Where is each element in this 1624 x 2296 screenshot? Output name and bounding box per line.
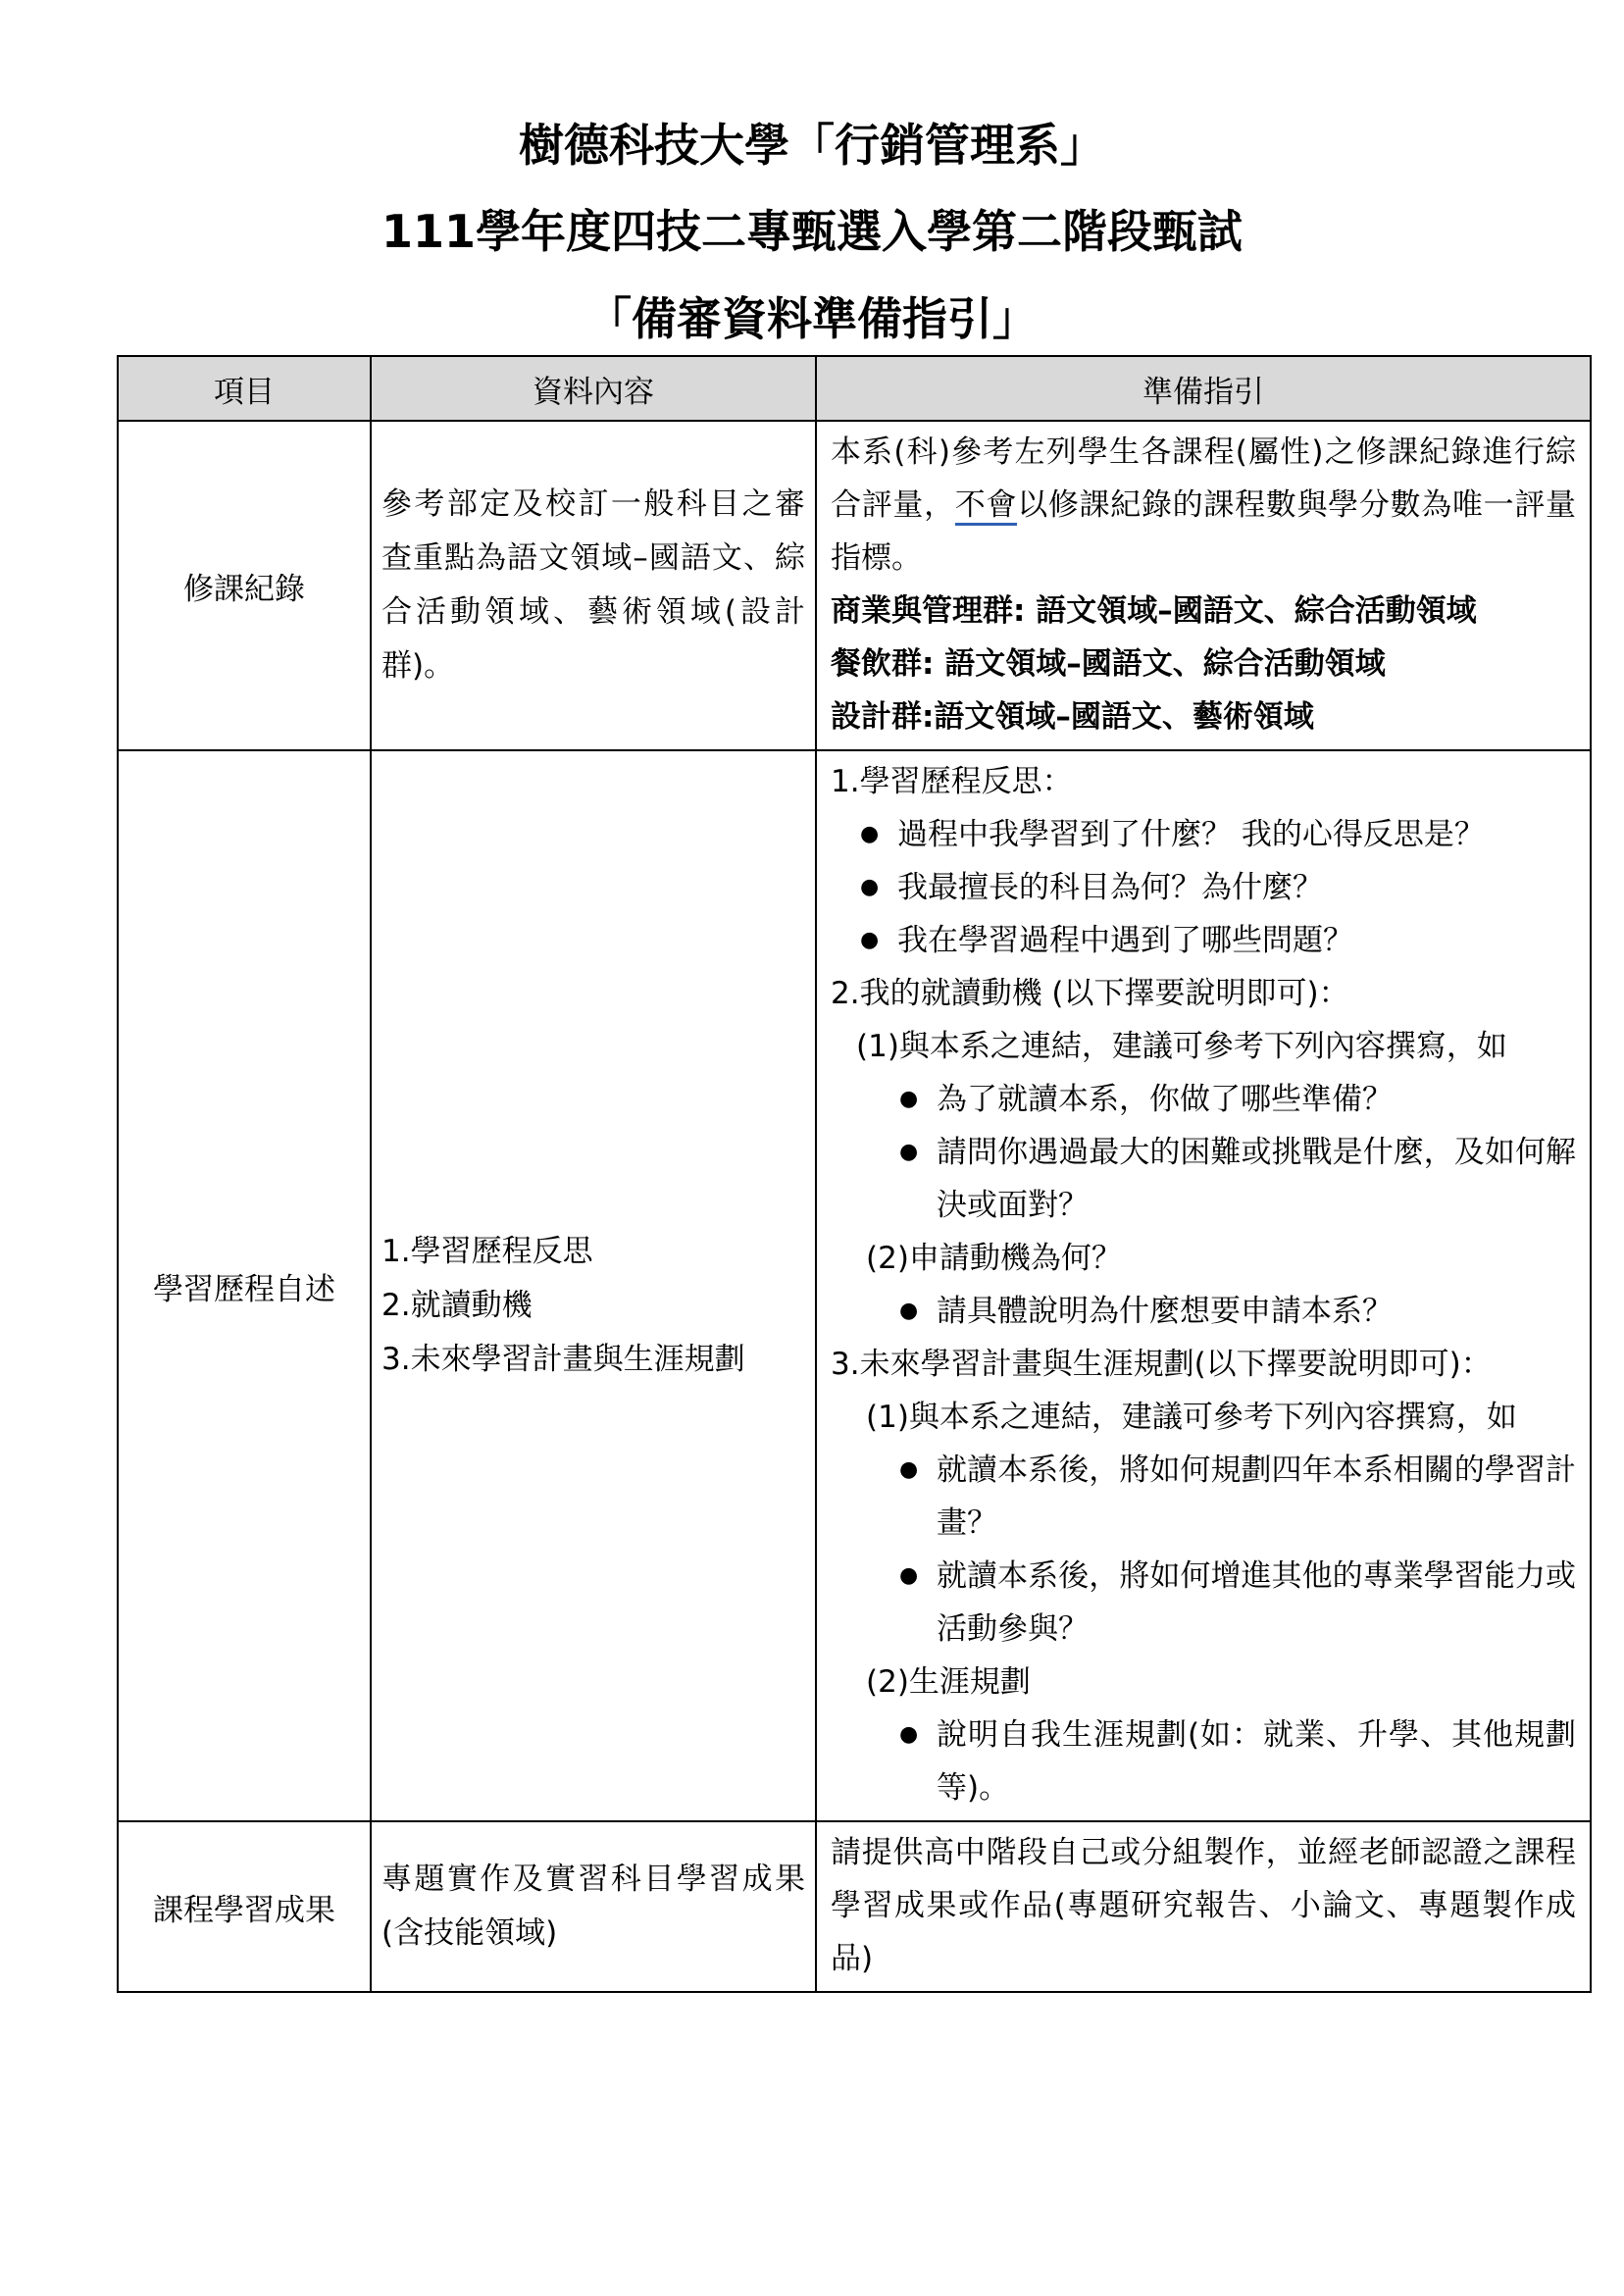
row-item: 課程學習成果	[118, 1821, 371, 1992]
guide-heading: 3.未來學習計畫與生涯規劃(以下擇要說明即可)：	[831, 1347, 1492, 1382]
header-row	[118, 356, 1591, 421]
row-content	[371, 750, 816, 1821]
guide-group-business: 商業與管理群: 語文領域–國語文、綜合活動領域	[831, 593, 1477, 629]
guide-bullet: ● 我最擅長的科目為何？為什麼？	[831, 861, 1576, 914]
guide-bullet: ● 請問你遇過最大的困難或挑戰是什麼，及如何解決或面對？	[831, 1126, 1576, 1232]
header-item: 項目	[118, 356, 371, 421]
guide-table	[117, 355, 1592, 1993]
content-item: 3.未來學習計畫與生涯規劃	[381, 1341, 745, 1377]
content-item: 1.學習歷程反思	[381, 1233, 593, 1269]
guide-subheading: (2)申請動機為何？	[866, 1241, 1122, 1276]
guide-bullet: ● 為了就讀本系，你做了哪些準備？	[831, 1073, 1576, 1126]
guide-text: 本系(科)參考左列學生各課程(屬性)之修課紀錄進行綜合評量，	[831, 434, 1576, 523]
row-content: 參考部定及校訂一般科目之審查重點為語文領域–國語文、綜合活動領域、藝術領域(設計群)。	[371, 421, 816, 750]
row-guide	[816, 421, 1591, 750]
document-title: 樹德科技大學「行銷管理系」	[519, 119, 1105, 172]
guide-bullet: ● 就讀本系後，將如何規劃四年本系相關的學習計畫？	[831, 1444, 1576, 1550]
guide-group-food: 餐飲群: 語文領域–國語文、綜合活動領域	[831, 646, 1386, 682]
document-subtitle: 111學年度四技二專甄選入學第二階段甄試	[381, 205, 1243, 258]
header-guide: 準備指引	[816, 356, 1591, 421]
content-item: 2.就讀動機	[381, 1287, 533, 1323]
document-heading: 「備審資料準備指引」	[586, 292, 1038, 345]
guide-bullet: ● 過程中我學習到了什麼？ 我的心得反思是？	[831, 808, 1576, 861]
guide-bullet: ● 我在學習過程中遇到了哪些問題？	[831, 914, 1576, 967]
guide-bullet: ● 就讀本系後，將如何增進其他的專業學習能力或活動參與？	[831, 1550, 1576, 1656]
row-item: 學習歷程自述	[118, 750, 371, 1821]
row-item: 修課紀錄	[118, 421, 371, 750]
row-guide	[816, 750, 1591, 1821]
guide-bullet: ● 請具體說明為什麼想要申請本系？	[831, 1285, 1576, 1338]
row-guide: 請提供高中階段自己或分組製作，並經老師認證之課程學習成果或作品(專題研究報告、小論文、專題製作成品)	[816, 1821, 1591, 1992]
guide-bullet: ● 說明自我生涯規劃(如：就業、升學、其他規劃等)。	[831, 1709, 1576, 1814]
guide-subheading: (1)與本系之連結，建議可參考下列內容撰寫，如	[856, 1029, 1507, 1064]
table-row	[118, 421, 1591, 750]
table-row	[118, 750, 1591, 1821]
guide-paragraph	[831, 426, 1576, 585]
guide-subheading: (2)生涯規劃	[866, 1664, 1031, 1700]
row-content: 專題實作及實習科目學習成果(含技能領域)	[371, 1821, 816, 1992]
guide-heading: 2.我的就讀動機 (以下擇要說明即可)：	[831, 976, 1349, 1011]
table-row	[118, 1821, 1591, 1992]
guide-group-design: 設計群:語文領域–國語文、藝術領域	[831, 699, 1314, 735]
header-content: 資料內容	[371, 356, 816, 421]
guide-text: 以修課紀錄的課程數與學分數為唯一評量指標。	[831, 487, 1577, 576]
guide-subheading: (1)與本系之連結，建議可參考下列內容撰寫，如	[866, 1400, 1517, 1435]
guide-emphasis: 不會	[955, 487, 1017, 526]
guide-heading: 1.學習歷程反思：	[831, 764, 1073, 799]
